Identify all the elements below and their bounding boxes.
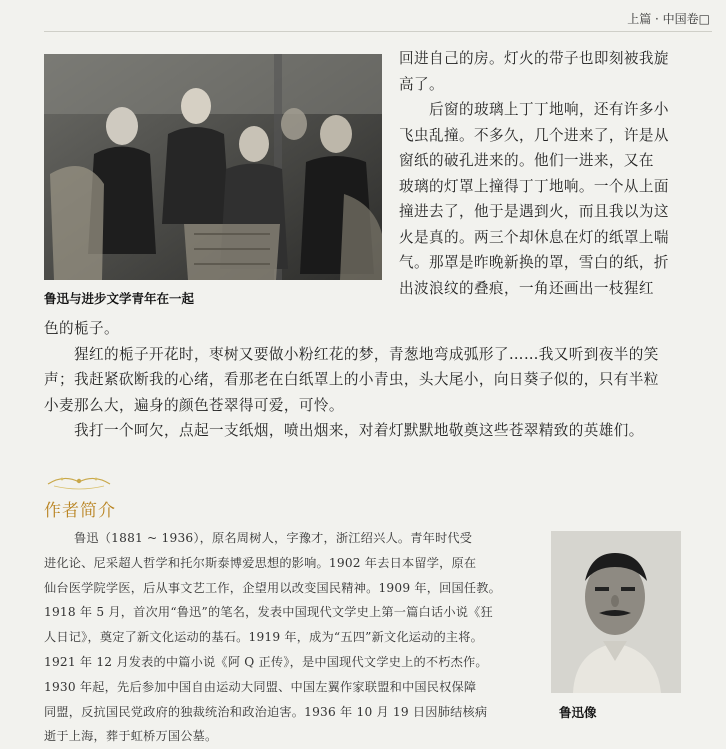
text-line: 高了。: [399, 75, 444, 93]
right-column-text: [399, 46, 691, 301]
text-line: 玻璃的灯罩上撞得丁丁地响。一个从上面: [399, 177, 669, 195]
group-photo: [44, 54, 382, 280]
bio-line: 进化论、尼采超人哲学和托尔斯泰博爱思想的影响。1902 年去日本留学，原在: [44, 555, 477, 570]
text-line: 火是真的。两三个却休息在灯的纸罩上喘: [399, 228, 669, 246]
full-width-text: [44, 316, 694, 444]
bio-line: 1930 年起，先后参加中国自由运动大同盟、中国左翼作家联盟和中国民权保障: [44, 679, 477, 694]
bio-line: 逝于上海，葬于虹桥万国公墓。: [44, 729, 218, 744]
text-line: 撞进去了，他于是遇到火，而且我以为这: [399, 203, 669, 220]
text-line: 气。那罩是昨晚新换的罩，雪白的纸，折: [399, 254, 669, 271]
text-line: 飞虫乱撞。不多久，几个进来了，许是从: [399, 126, 669, 144]
bio-line: 人日记》，奠定了新文化运动的基石。1919 年，成为“五四”新文化运动的主将。: [44, 630, 484, 645]
bio-line: 1921 年 12 月发表的中篇小说《阿 Q 正传》，是中国现代文学史上的不朽杰作。: [44, 654, 488, 669]
portrait-caption: 鲁迅像: [559, 705, 597, 720]
running-header-label: 上篇 · 中国卷□: [627, 12, 710, 26]
author-section-title: 作者简介: [44, 501, 116, 521]
text-line: 色的栀子。: [44, 320, 119, 337]
photo-caption: 鲁迅与进步文学青年在一起: [44, 291, 195, 306]
text-line: 回进自己的房。灯火的带子也即刻被我旋: [399, 50, 669, 67]
author-bio: [44, 526, 544, 749]
text-line: 我打一个呵欠，点起一支纸烟，喷出烟来，对着灯默默地敬奠这些苍翠精致的英雄们。: [74, 422, 644, 439]
text-line: 出波浪纹的叠痕，一角还画出一枝猩红: [399, 279, 654, 297]
text-line: 后窗的玻璃上丁丁地响，还有许多小: [429, 101, 669, 118]
bio-line: 同盟，反抗国民党政府的独裁统治和政治迫害。1936 年 10 月 19 日因肺结核病: [44, 704, 488, 719]
bio-line: 鲁迅（1881 ~ 1936），原名周树人，字豫才，浙江绍兴人。青年时代受: [74, 531, 473, 545]
header-divider: [44, 31, 712, 32]
text-line: 窗纸的破孔进来的。他们一进来，又在: [399, 152, 654, 169]
bio-line: 1918 年 5 月，首次用“鲁迅”的笔名，发表中国现代文学史上第一篇白话小说《狂: [44, 605, 493, 620]
bio-line: 仙台医学院学医，后从事文艺工作，企望用以改变国民精神。1909 年，回国任教。: [44, 580, 502, 595]
text-line: 猩红的栀子开花时，枣树又要做小粉红花的梦，青葱地弯成弧形了……我又听到夜半的笑: [74, 345, 659, 363]
author-portrait: [551, 531, 681, 693]
text-line: 声；我赶紧砍断我的心绪，看那老在白纸罩上的小青虫，头大尾小，向日葵子似的，只有半粒: [44, 371, 659, 388]
section-ornament-icon: [44, 470, 114, 492]
text-line: 小麦那么大，遍身的颜色苍翠得可爱，可怜。: [44, 396, 344, 414]
page-header: [0, 0, 726, 34]
